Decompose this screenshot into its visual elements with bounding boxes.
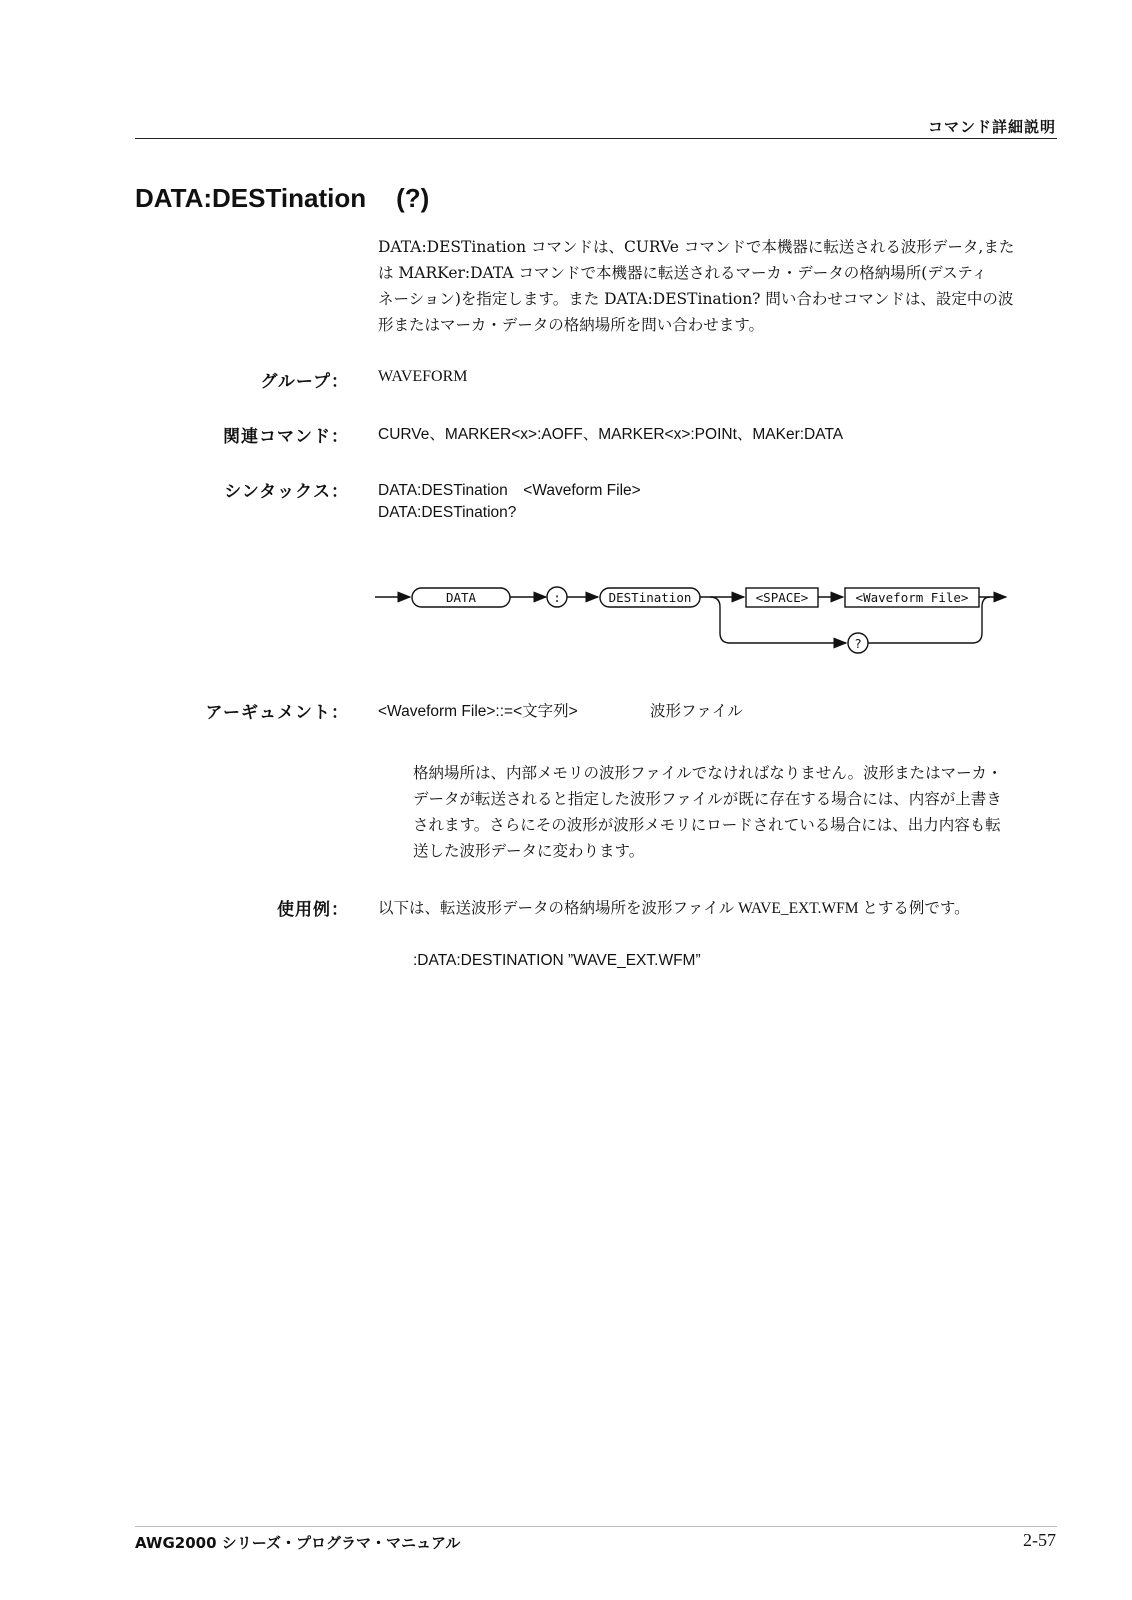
argument-paragraph [413,760,1058,864]
example-label: 使用例： [277,900,349,920]
arguments-label: アーギュメント： [205,703,349,723]
description-line: ネーション)を指定します。また DATA:DESTination? 問い合わせコマンドは、設定中の波 [378,290,1014,308]
group-value: WAVEFORM [378,368,468,385]
command-name: DATA:DESTination [135,183,367,213]
section-title: コマンド詳細説明 [927,118,1056,136]
paragraph-line: データが転送されると指定した波形ファイルが既に存在する場合には、内容が上書き [413,790,1002,808]
example-text: 以下は、転送波形データの格納場所を波形ファイル WAVE_EXT.WFM とする例です。 [378,900,970,917]
diagram-colon-label: : [553,590,561,605]
diagram-destination-label: DESTination [608,590,692,605]
command-query-marker: (?) [396,183,430,213]
example-code: :DATA:DESTINATION ”WAVE_EXT.WFM” [413,952,701,969]
footer-manual-title: AWG2000 シリーズ・プログラマ・マニュアル [135,1534,461,1552]
group-label: グループ： [260,372,349,392]
page-number: 2-57 [1023,1530,1056,1550]
description-line: 形またはマーカ・データの格納場所を問い合わせます。 [378,316,764,334]
syntax-diagram [370,575,1030,670]
diagram-data-label: DATA [445,590,477,605]
command-title [135,183,429,214]
footer-rule [135,1526,1057,1527]
argument-syntax: <Waveform File>::=<文字列> [378,703,578,720]
diagram-question-label: ? [854,636,862,651]
description-line: は MARKer:DATA コマンドで本機器に転送されるマーカ・データの格納場所(デスティ [378,264,988,282]
argument-meaning: 波形ファイル [650,703,743,720]
related-commands-value: CURVe、MARKER<x>:AOFF、MARKER<x>:POINt、MAKer:DATA [378,426,844,443]
paragraph-line: 送した波形データに変わります。 [413,842,645,860]
command-description [378,234,1058,338]
related-commands-label: 関連コマンド： [223,427,349,447]
description-line: DATA:DESTination コマンドは、CURVe コマンドで本機器に転送される波形データ,また [378,238,1015,256]
paragraph-line: されます。さらにその波形が波形メモリにロードされている場合には、出力内容も転 [413,816,1001,834]
diagram-space-label: <SPACE> [755,590,809,605]
syntax-line-2: DATA:DESTination? [378,504,517,521]
syntax-label: シンタックス： [224,482,349,502]
header-rule [135,138,1057,139]
diagram-waveform-file-label: <Waveform File> [855,590,969,605]
syntax-line-1: DATA:DESTination <Waveform File> [378,482,641,499]
paragraph-line: 格納場所は、内部メモリの波形ファイルでなければなりません。波形またはマーカ・ [413,764,1003,782]
